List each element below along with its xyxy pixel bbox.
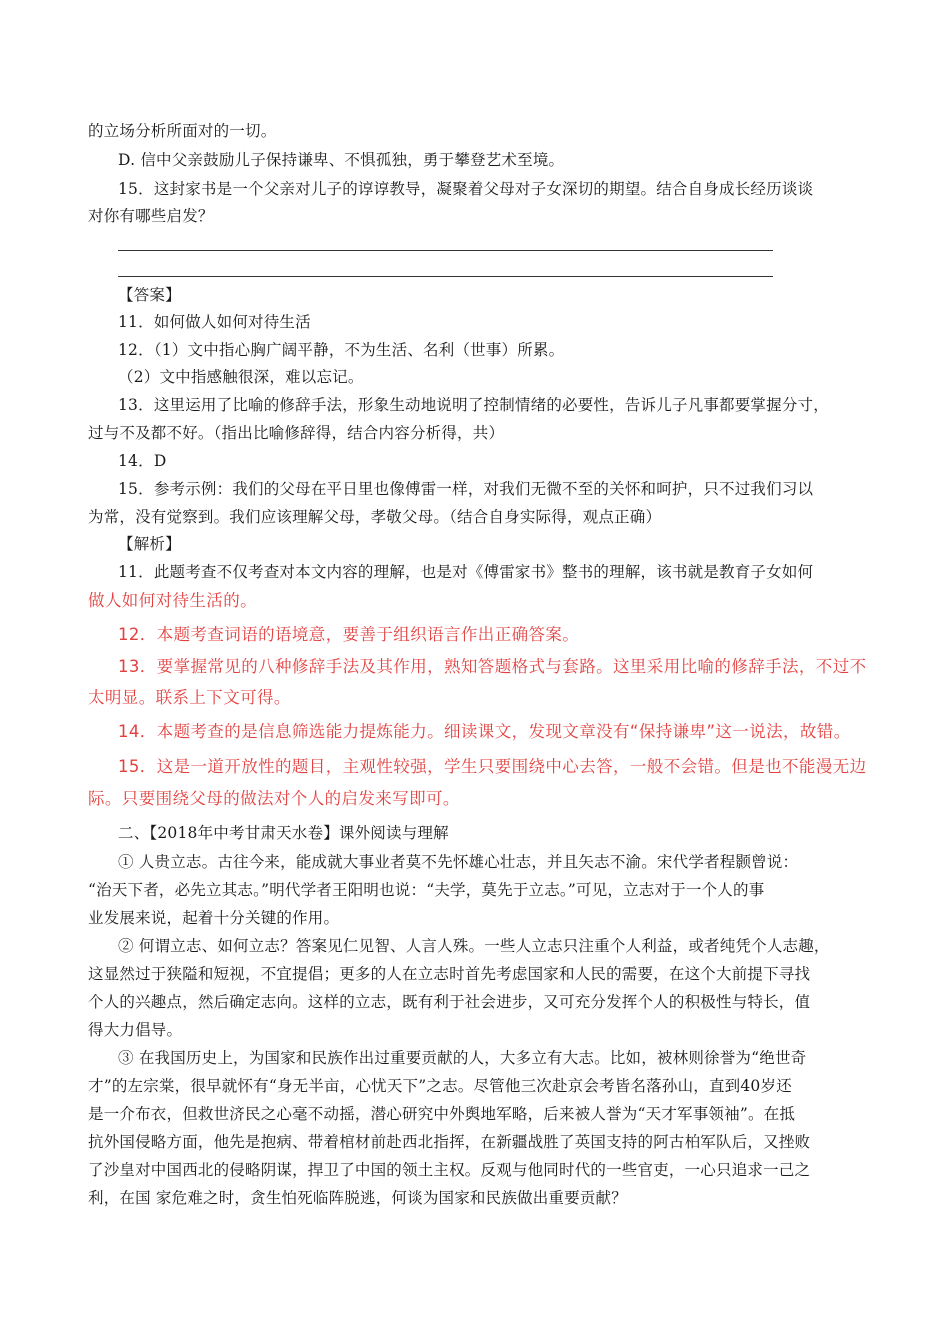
analysis-15-line1: 15．这是一道开放性的题目，主观性较强，学生只要围绕中心去答，一般不会错。但是也不能漫无边 [118,757,867,776]
paragraph-1-line3: 业发展来说，起着十分关键的作用。 [88,909,340,927]
option-d: D. 信中父亲鼓励儿子保持谦卑、不惧孤独，勇于攀登艺术至境。 [118,151,565,169]
paragraph-3-line6: 利，在国 家危难之时，贪生怕死临阵脱逃，何谈为国家和民族做出重要贡献？ [88,1189,627,1207]
answer-15-line2: 为常，没有觉察到。我们应该理解父母，孝敬父母。（结合自身实际得，观点正确） [88,508,662,526]
paragraph-3-line1: ③ 在我国历史上，为国家和民族作出过重要贡献的人，大多立有大志。比如，被林则徐誉为“绝世奇 [118,1049,807,1067]
analysis-12: 12．本题考查词语的语境意，要善于组织语言作出正确答案。 [118,625,580,644]
question-15-line1: 15．这封家书是一个父亲对儿子的谆谆教导，凝聚着父母对子女深切的期望。结合自身成长经历谈谈 [118,180,814,198]
answer-13-line2: 过与不及都不好。（指出比喻修辞得，结合内容分析得，共） [88,424,505,442]
analysis-13-line2: 太明显。联系上下文可得。 [88,688,291,707]
section-2-heading: 二、【2018年中考甘肃天水卷】课外阅读与理解 [118,824,449,842]
paragraph-1-line2: “治天下者，必先立其志。”明代学者王阳明也说：“夫学，莫先于立志。”可见，立志对于一个人的事 [88,881,765,899]
answer-blank-line-1 [118,250,773,251]
answer-15-line1: 15．参考示例：我们的父母在平日里也像傅雷一样，对我们无微不至的关怀和呵护，只不过我们习以 [118,480,814,498]
analysis-14: 14．本题考查的是信息筛选能力提炼能力。细读课文，发现文章没有“保持谦卑”这一说法，故错。 [118,722,851,741]
paragraph-2-line4: 得大力倡导。 [88,1021,183,1039]
analysis-11-line1: 11．此题考查不仅考查对本文内容的理解，也是对《傅雷家书》整书的理解，该书就是教育子女如何 [118,563,814,581]
paragraph-2-line3: 个人的兴趣点，然后确定志向。这样的立志，既有利于社会进步，又可充分发挥个人的积极性与特长，值 [88,993,811,1011]
analysis-heading: 【解析】 [118,535,181,553]
paragraph-3-line2: 才”的左宗棠，很早就怀有“身无半亩，心忧天下”之志。尽管他三次赴京会考皆名落孙山，直到40岁还 [88,1077,792,1095]
analysis-15-line2: 际。只要围绕父母的做法对个人的启发来写即可。 [88,789,460,808]
answer-12-part1: 12．（1）文中指心胸广阔平静，不为生活、名利（世事）所累。 [118,341,565,359]
paragraph-3-line5: 了沙皇对中国西北的侵略阴谋，捍卫了中国的领土主权。反观与他同时代的一些官吏，一心只追求一己之 [88,1161,811,1179]
answer-14: 14．D [118,452,167,470]
answer-blank-line-2 [118,276,773,277]
paragraph-3-line4: 抗外国侵略方面，他先是抱病、带着棺材前赴西北指挥，在新疆战胜了英国支持的阿古柏军队后，又挫败 [88,1133,811,1151]
analysis-13-line1: 13．要掌握常见的八种修辞手法及其作用，熟知答题格式与套路。这里采用比喻的修辞手法，不过不 [118,657,867,676]
question-15-line2: 对你有哪些启发？ [88,207,214,225]
answer-11: 11．如何做人如何对待生活 [118,313,311,331]
analysis-11-line2: 做人如何对待生活的。 [88,591,257,610]
continuation-text: 的立场分析所面对的一切。 [88,122,277,140]
answer-heading: 【答案】 [118,286,181,304]
paragraph-1-line1: ① 人贵立志。古往今来，能成就大事业者莫不先怀雄心壮志，并且矢志不渝。宋代学者程颢曾说： [118,853,799,871]
paragraph-2-line2: 这显然过于狭隘和短视，不宜提倡；更多的人在立志时首先考虑国家和人民的需要，在这个大前提下寻找 [88,965,811,983]
paragraph-3-line3: 是一介布衣，但救世济民之心毫不动摇，潜心研究中外舆地军略，后来被人誉为“天才军事领袖”。在抵 [88,1105,796,1123]
answer-13-line1: 13．这里运用了比喻的修辞手法，形象生动地说明了控制情绪的必要性，告诉儿子凡事都要掌握分寸， [118,396,829,414]
answer-12-part2: （2）文中指感触很深，难以忘记。 [118,368,364,386]
paragraph-2-line1: ② 何谓立志、如何立志？答案见仁见智、人言人殊。一些人立志只注重个人利益，或者纯凭个人志趣， [118,937,830,955]
